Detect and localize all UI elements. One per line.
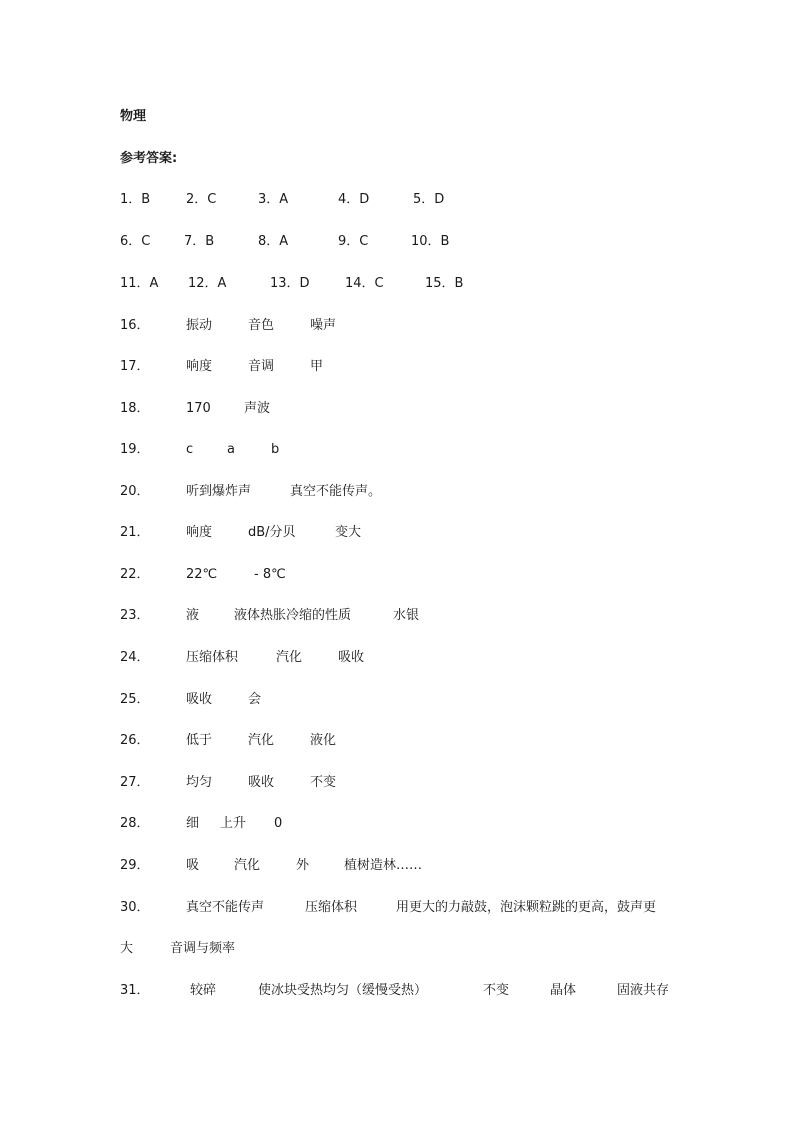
- answer-text: 汽化: [276, 650, 303, 665]
- answer-number: 11．A: [120, 276, 159, 291]
- answer-text: 响度: [186, 359, 213, 374]
- answer-number: 27．: [120, 775, 150, 790]
- answer-text: 8．A: [258, 234, 289, 249]
- answer-text: 9．C: [338, 234, 369, 249]
- answer-text: 液化: [310, 733, 337, 748]
- answer-text: 液体热胀冷缩的性质: [234, 608, 352, 623]
- answer-text: 12．A: [188, 276, 227, 291]
- answer-text: 水银: [393, 608, 420, 623]
- answer-text: 压缩体积: [186, 650, 239, 665]
- answer-text: 响度: [186, 525, 213, 540]
- answer-text: 3．A: [258, 192, 289, 207]
- answer-text: 7．B: [184, 234, 215, 249]
- answer-text: 植树造林……: [344, 858, 423, 873]
- answer-text: 汽化: [248, 733, 275, 748]
- answer-number: 30．: [120, 900, 150, 915]
- answer-text: 细: [186, 816, 200, 831]
- answer-text: 真空不能传声。: [290, 484, 382, 499]
- answer-number: 17．: [120, 359, 150, 374]
- answer-text: c: [186, 442, 194, 457]
- answer-text: 5．D: [413, 192, 445, 207]
- answer-number: 24．: [120, 650, 150, 665]
- answer-heading: 参考答案:: [120, 151, 178, 166]
- answer-text: 变大: [335, 525, 362, 540]
- answer-text: 15．B: [425, 276, 464, 291]
- answer-text: 用更大的力敲鼓，泡沫颗粒跳的更高，鼓声更: [396, 900, 657, 915]
- answer-text: 0: [274, 816, 283, 831]
- answer-text: 振动: [186, 318, 213, 333]
- answer-text: 不变: [483, 983, 510, 998]
- answer-number: 26．: [120, 733, 150, 748]
- answer-text: 吸: [186, 858, 200, 873]
- answer-number: 28．: [120, 816, 150, 831]
- answer-number: 18．: [120, 401, 150, 416]
- answer-text: 低于: [186, 733, 213, 748]
- answer-number: 大: [120, 941, 134, 956]
- answer-number: 19．: [120, 442, 150, 457]
- answer-text: 声波: [244, 401, 271, 416]
- answer-text: 2．C: [186, 192, 217, 207]
- answer-text: 噪声: [310, 318, 337, 333]
- answer-text: 170: [186, 401, 211, 416]
- answer-text: 不变: [310, 775, 337, 790]
- answer-text: 外: [296, 858, 310, 873]
- answer-text: 14．C: [345, 276, 384, 291]
- answer-text: 吸收: [338, 650, 365, 665]
- answer-text: 压缩体积: [305, 900, 358, 915]
- answer-text: 音调与频率: [170, 941, 236, 956]
- answer-text: 使冰块受热均匀（缓慢受热）: [258, 983, 428, 998]
- answer-number: 1．B: [120, 192, 151, 207]
- answer-number: 20．: [120, 484, 150, 499]
- answer-text: 较碎: [190, 983, 217, 998]
- answer-text: 甲: [310, 359, 324, 374]
- answer-number: 16．: [120, 318, 150, 333]
- answer-text: - 8℃: [254, 567, 286, 582]
- answer-text: 晶体: [550, 983, 577, 998]
- answer-number: 31．: [120, 983, 150, 998]
- answer-text: 上升: [220, 816, 247, 831]
- answer-text: 固液共存: [617, 983, 670, 998]
- answer-text: 4．D: [338, 192, 370, 207]
- answer-text: 均匀: [186, 775, 213, 790]
- doc-title: 物理: [120, 109, 147, 124]
- answer-text: 13．D: [270, 276, 310, 291]
- answer-text: 液: [186, 608, 200, 623]
- answer-text: a: [227, 442, 235, 457]
- answer-number: 21．: [120, 525, 150, 540]
- answer-text: 吸收: [248, 775, 275, 790]
- answer-text: 音色: [248, 318, 275, 333]
- answer-text: dB/分贝: [248, 525, 296, 540]
- answer-number: 25．: [120, 692, 150, 707]
- answer-number: 6．C: [120, 234, 151, 249]
- answer-text: 会: [248, 692, 262, 707]
- answer-number: 29．: [120, 858, 150, 873]
- answer-text: 真空不能传声: [186, 900, 265, 915]
- answer-text: 吸收: [186, 692, 213, 707]
- answer-text: 听到爆炸声: [186, 484, 252, 499]
- answer-text: 音调: [248, 359, 275, 374]
- answer-text: 10．B: [411, 234, 450, 249]
- answer-text: 22℃: [186, 567, 218, 582]
- answer-text: b: [271, 442, 280, 457]
- answer-number: 23．: [120, 608, 150, 623]
- answer-text: 汽化: [234, 858, 261, 873]
- answer-number: 22．: [120, 567, 150, 582]
